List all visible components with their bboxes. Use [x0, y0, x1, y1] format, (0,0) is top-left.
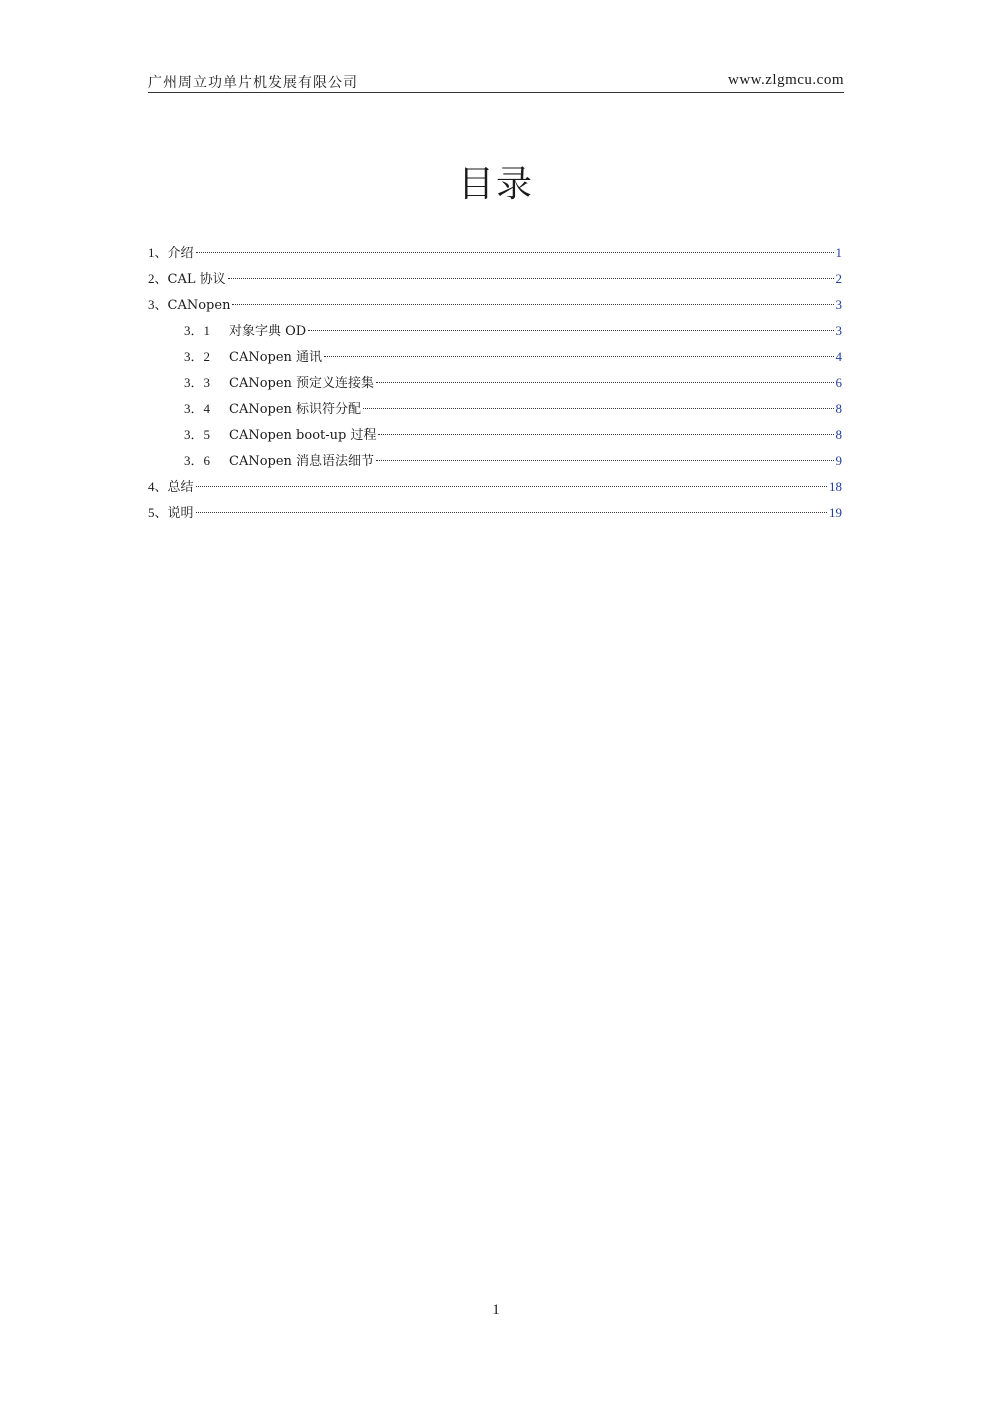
toc-entry-page[interactable]: 18 [829, 479, 842, 494]
toc-entry-page[interactable]: 6 [835, 375, 842, 390]
dot-leader [363, 407, 833, 409]
toc-entry-label: CANopen boot-up 过程 [229, 428, 377, 443]
toc-entry-page[interactable]: 3 [835, 323, 842, 338]
toc-entry-label: CANopen 消息语法细节 [229, 454, 375, 469]
toc-entry-predefined-connection-set[interactable] [148, 370, 842, 396]
page-number: 1 [492, 1302, 500, 1318]
toc-entry-label: CANopen 预定义连接集 [229, 376, 375, 391]
toc-entry-summary[interactable] [148, 474, 842, 500]
toc-entry-label: 总结 [167, 480, 194, 495]
toc-entry-number: 3．1 [184, 323, 211, 338]
toc-entry-page[interactable]: 1 [835, 245, 842, 260]
toc-entry-label: CANopen 标识符分配 [229, 402, 362, 417]
toc-entry-page[interactable]: 9 [835, 453, 842, 468]
toc-entry-object-dictionary[interactable] [148, 318, 842, 344]
toc-entry-number: 3．3 [184, 375, 211, 390]
table-of-contents [148, 240, 842, 526]
toc-entry-notes[interactable] [148, 500, 842, 526]
toc-title: 目录 [457, 164, 534, 205]
toc-entry-number: 3．4 [184, 401, 211, 416]
dot-leader [324, 355, 833, 357]
toc-entry-number: 1、 [148, 245, 168, 260]
toc-entry-introduction[interactable] [148, 240, 842, 266]
toc-entry-page[interactable]: 2 [835, 271, 842, 286]
toc-entry-label: CAL 协议 [167, 272, 226, 287]
header-company-name: 广州周立功单片机发展有限公司 [148, 75, 358, 91]
toc-entry-page[interactable]: 8 [835, 401, 842, 416]
dot-leader [228, 277, 834, 279]
toc-entry-page[interactable]: 4 [835, 349, 842, 364]
toc-entry-boot-up-process[interactable] [148, 422, 842, 448]
header-website-url: www.zlgmcu.com [728, 72, 844, 88]
dot-leader [196, 485, 827, 487]
toc-entry-label: CANopen [167, 298, 231, 313]
toc-entry-page[interactable]: 19 [829, 505, 842, 520]
toc-entry-identifier-allocation[interactable] [148, 396, 842, 422]
dot-leader [378, 433, 833, 435]
toc-entry-number: 4、 [148, 479, 168, 494]
toc-entry-label: 对象字典 OD [229, 324, 307, 339]
toc-entry-cal-protocol[interactable] [148, 266, 842, 292]
toc-entry-page[interactable]: 3 [835, 297, 842, 312]
toc-entry-label: 说明 [167, 506, 194, 521]
toc-entry-label: CANopen 通讯 [229, 350, 323, 365]
dot-leader [232, 303, 833, 305]
toc-entry-label: 介绍 [167, 246, 194, 261]
dot-leader [196, 251, 834, 253]
toc-entry-number: 3．6 [184, 453, 211, 468]
page-header [148, 70, 844, 93]
toc-entry-canopen[interactable] [148, 292, 842, 318]
dot-leader [376, 459, 833, 461]
dot-leader [376, 381, 833, 383]
toc-entry-page[interactable]: 8 [835, 427, 842, 442]
toc-entry-message-syntax-details[interactable] [148, 448, 842, 474]
toc-entry-number: 3．2 [184, 349, 211, 364]
dot-leader [308, 329, 833, 331]
toc-entry-number: 3．5 [184, 427, 211, 442]
dot-leader [196, 511, 827, 513]
toc-entry-number: 5、 [148, 505, 168, 520]
toc-entry-number: 2、 [148, 271, 168, 286]
toc-entry-number: 3、 [148, 297, 168, 312]
toc-entry-canopen-communication[interactable] [148, 344, 842, 370]
